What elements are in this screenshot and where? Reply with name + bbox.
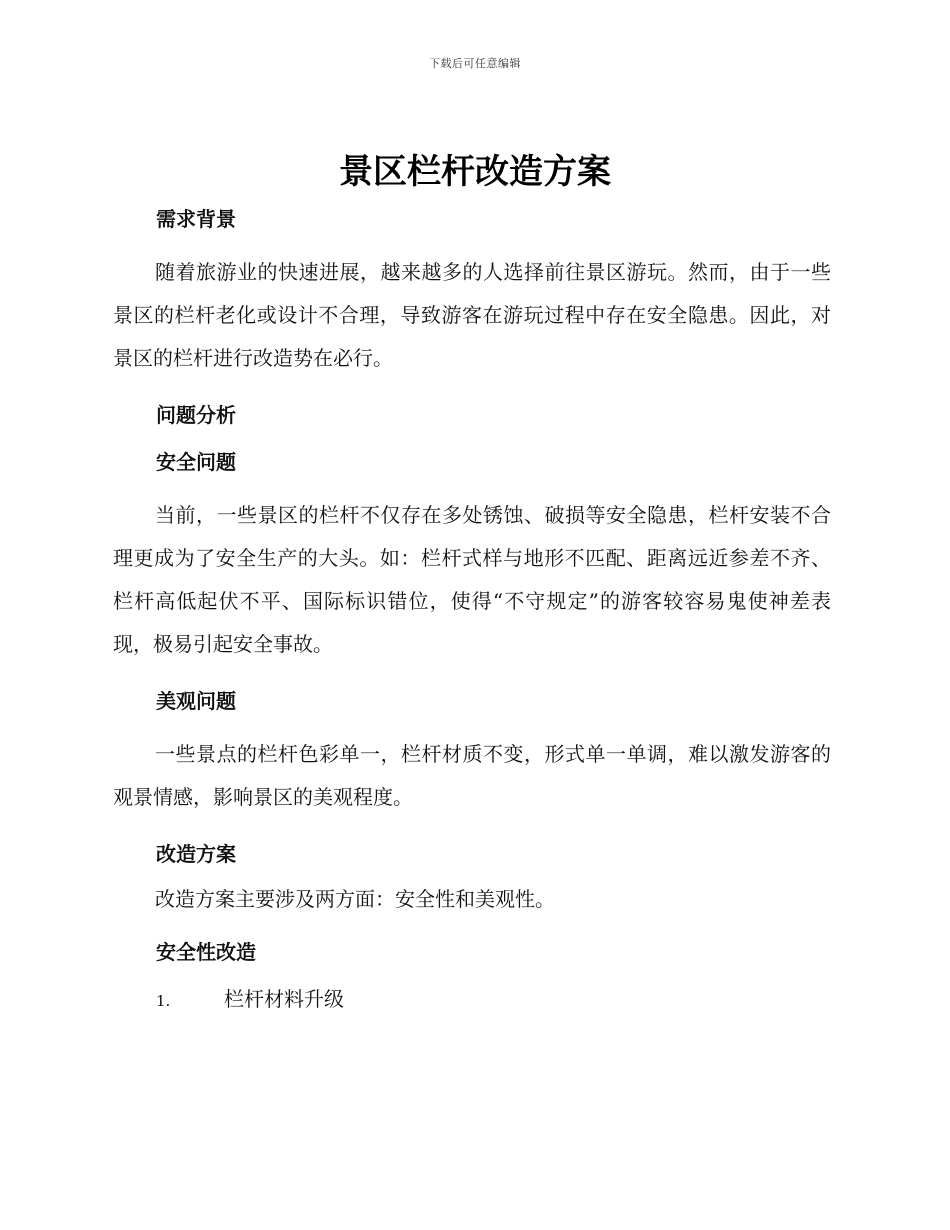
list-item	[113, 976, 831, 1023]
paragraph-aesthetic-issue: 一些景点的栏杆色彩单一，栏杆材质不变，形式单一单调，难以激发游客的观景情感，影响景区的美观程度。	[113, 742, 831, 809]
section-heading-analysis: 问题分析	[156, 403, 236, 427]
page-title: 景区栏杆改造方案	[339, 152, 611, 192]
section-heading-safety-issue: 安全问题	[156, 450, 236, 474]
paragraph-background: 随着旅游业的快速进展，越来越多的人选择前往景区游玩。然而，由于一些景区的栏杆老化或设计不合理，导致游客在游玩过程中存在安全隐患。因此，对景区的栏杆进行改造势在必行。	[113, 260, 831, 370]
section-heading-background: 需求背景	[156, 207, 236, 231]
section-heading-aesthetic-issue: 美观问题	[156, 689, 236, 713]
header-note: 下载后可任意编辑	[429, 57, 521, 70]
list-item-text: 栏杆材料升级	[224, 987, 344, 1011]
document-body	[113, 196, 831, 1023]
list-item-number: 1.	[156, 992, 171, 1010]
section-heading-safety-reform: 安全性改造	[156, 940, 256, 964]
paragraph-plan: 改造方案主要涉及两方面：安全性和美观性。	[155, 887, 555, 911]
paragraph-safety-issue: 当前，一些景区的栏杆不仅存在多处锈蚀、破损等安全隐患，栏杆安装不合理更成为了安全生产的大头。如：栏杆式样与地形不匹配、距离远近参差不齐、栏杆高低起伏不平、国际标识错位，使得“不守规定”的游客较容易鬼使神差表现，极易引起安全事故。	[113, 503, 831, 656]
section-heading-plan: 改造方案	[156, 842, 236, 866]
